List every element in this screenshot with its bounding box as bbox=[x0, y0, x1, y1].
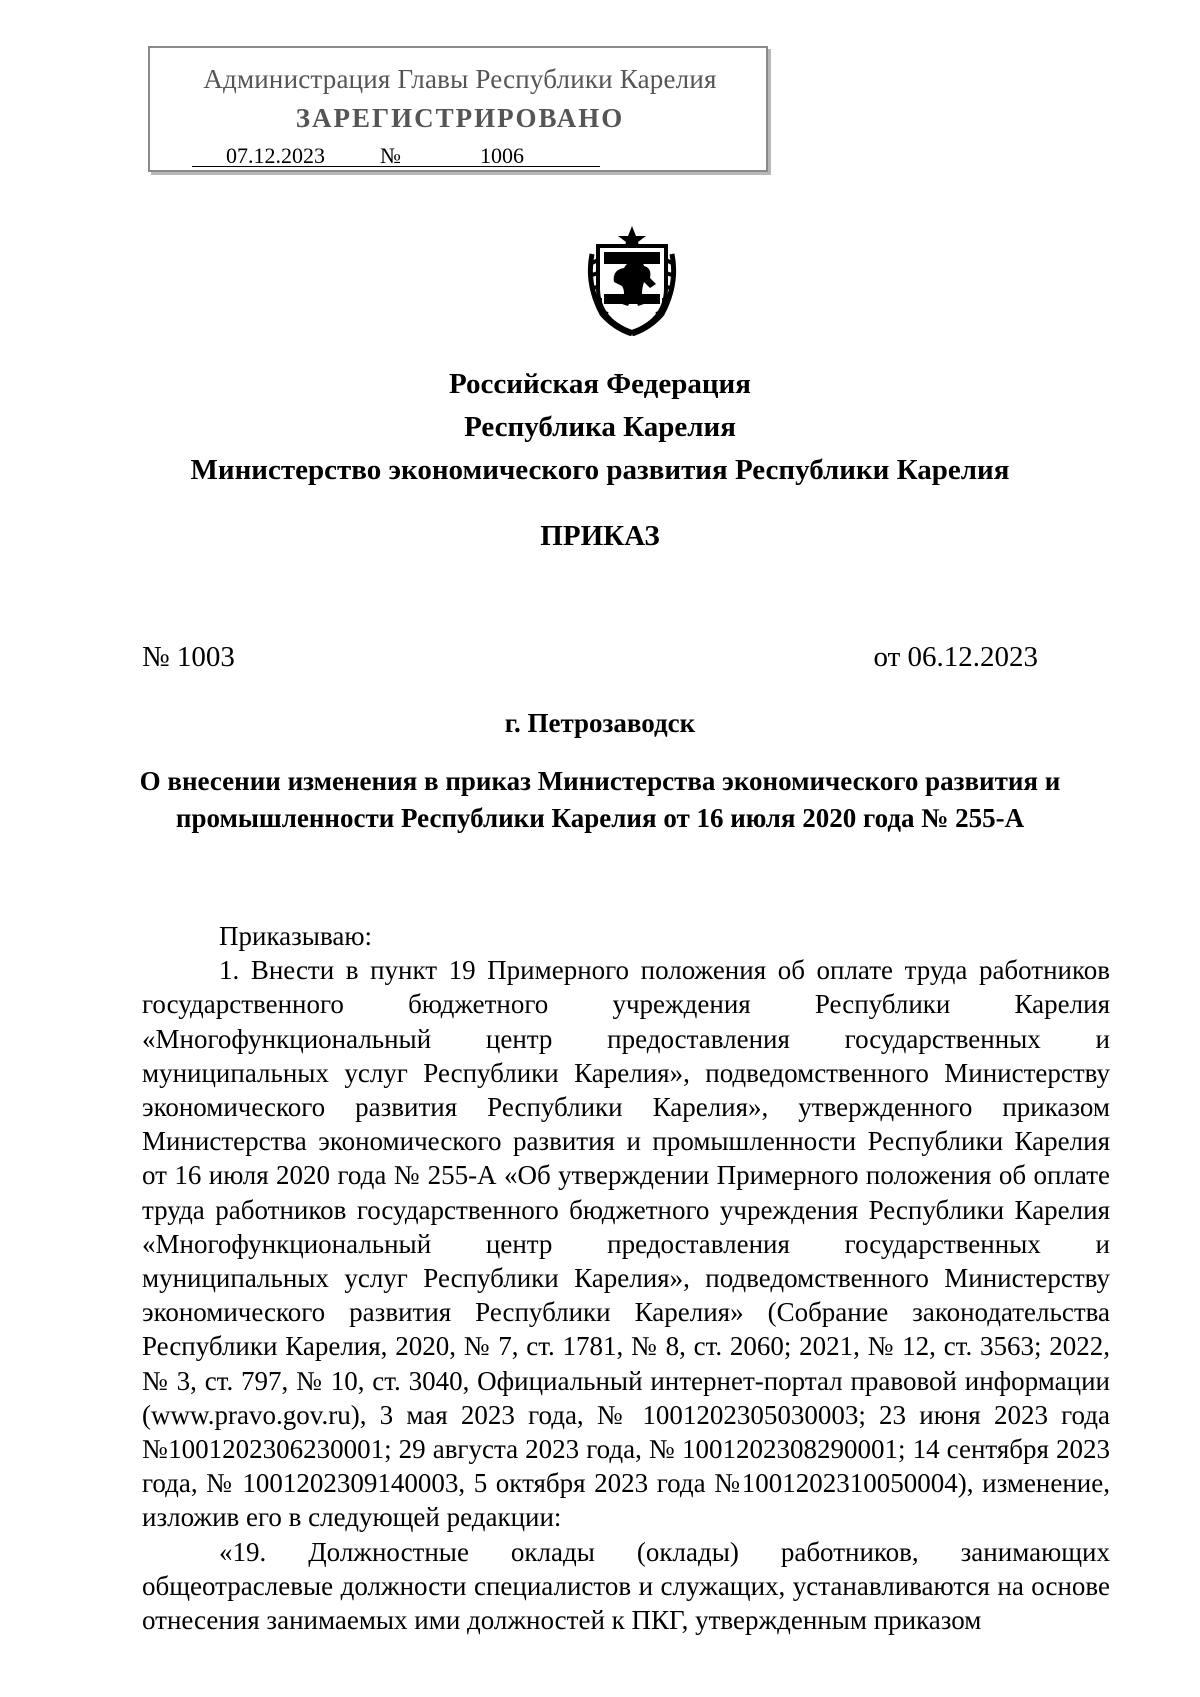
header-ministry: Министерство экономического развития Республики Карелия bbox=[190, 454, 1010, 486]
stamp-underline bbox=[192, 166, 600, 167]
stamp-number: 1006 bbox=[480, 143, 524, 168]
subject-line-1: О внесении изменения в приказ Министерства экономического развития и bbox=[139, 766, 1061, 796]
city: г. Петрозаводск bbox=[504, 708, 696, 738]
document-body bbox=[142, 919, 1110, 1637]
registration-stamp bbox=[148, 46, 768, 172]
header-country: Российская Федерация bbox=[449, 368, 751, 400]
header-republic: Республика Карелия bbox=[464, 411, 736, 443]
subject-line-2: промышленности Республики Карелия от 16 июля 2020 года № 255-А bbox=[175, 803, 1025, 833]
stamp-status: ЗАРЕГИСТРИРОВАНО bbox=[295, 103, 625, 133]
karelia-coat-of-arms-icon bbox=[584, 224, 680, 336]
stamp-authority: Администрация Главы Республики Карелия bbox=[203, 64, 717, 94]
body-paragraph-intro: Приказываю: bbox=[219, 921, 372, 951]
order-date: от 06.12.2023 bbox=[873, 641, 1038, 673]
document-type: ПРИКАЗ bbox=[540, 520, 660, 552]
body-paragraph-1: 1. Внести в пункт 19 Примерного положения об оплате труда работников государственного бюджетного учреждения Республики Карелия «Многофункциональный центр предоставления государственных и муниципальных услуг Республики Карелия», подведомственного Министерству экономического развития Республики Карелия», утвержденного приказом Министерства экономического развития и промышленности Республики Карелия от 16 июля 2020 года № 255-А «Об утверждении Примерного положения об оплате труда работников государственного бюджетного учреждения Республики Карелия «Многофункциональный центр предоставления государственных и муниципальных услуг Республики Карелия», подведомственного Министерству экономического развития Республики Карелия» (Собрание законодательства Республики Карелия, 2020, № 7, ст. 1781, № 8, ст. 2060; 2021, № 12, ст. 3563; 2022, № 3, ст. 797, № 10, ст. 3040, Официальный интернет-портал правовой информации (www.pravo.gov.ru), 3 мая 2023 года, № 1001202305030003; 23 июня 2023 года №1001202306230001; 29 августа 2023 года, № 1001202308290001; 14 сентября 2023 года, № 1001202309140003, 5 октября 2023 года №1001202310050004), изменение, изложив его в следующей редакции: bbox=[142, 955, 1110, 1533]
stamp-number-label: № bbox=[380, 143, 401, 168]
order-number: № 1003 bbox=[142, 641, 235, 673]
body-paragraph-2: «19. Должностные оклады (оклады) работников, занимающих общеотраслевые должности специалистов и служащих, устанавливаются на основе отнесения занимаемых ими должностей к ПКГ, утвержденным приказом bbox=[142, 1536, 1110, 1636]
stamp-date: 07.12.2023 bbox=[226, 143, 325, 168]
